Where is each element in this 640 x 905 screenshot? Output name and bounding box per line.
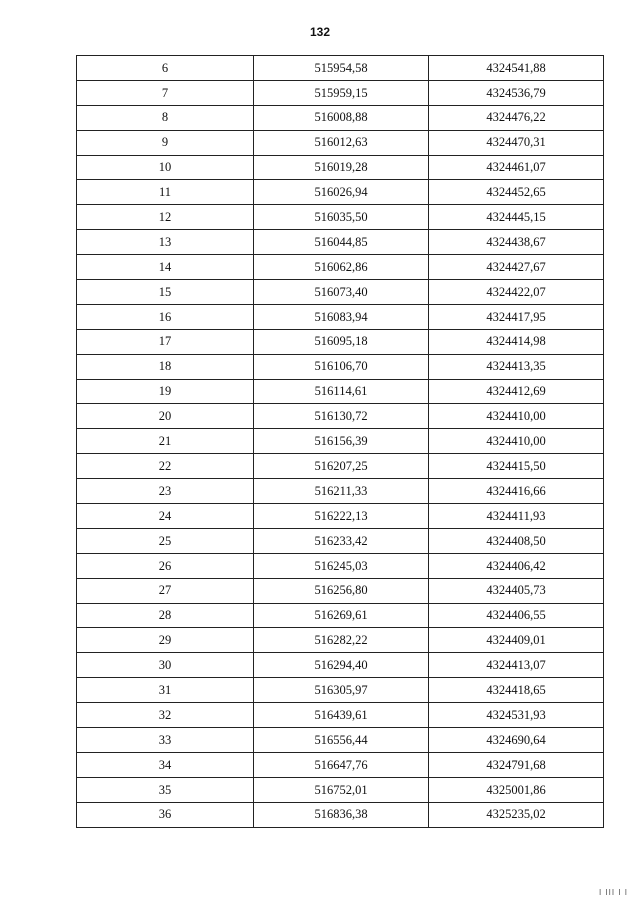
y-coordinate-cell: 4324418,65 [429,678,604,703]
point-number-cell: 32 [77,703,254,728]
y-coordinate-cell: 4324476,22 [429,105,604,130]
point-number-cell: 18 [77,354,254,379]
y-coordinate-cell: 4324536,79 [429,80,604,105]
point-number-cell: 9 [77,130,254,155]
page-number: 132 [309,25,331,39]
y-coordinate-cell: 4324413,07 [429,653,604,678]
point-number-cell: 19 [77,379,254,404]
coordinates-table-body [77,56,604,828]
point-number-cell: 29 [77,628,254,653]
x-coordinate-cell: 516256,80 [254,578,429,603]
x-coordinate-cell: 516073,40 [254,280,429,305]
y-coordinate-cell: 4324408,50 [429,528,604,553]
point-number-cell: 31 [77,678,254,703]
point-number-cell: 22 [77,454,254,479]
y-coordinate-cell: 4324690,64 [429,728,604,753]
y-coordinate-cell: 4324791,68 [429,752,604,777]
x-coordinate-cell: 516130,72 [254,404,429,429]
point-number-cell: 6 [77,56,254,81]
y-coordinate-cell: 4324414,98 [429,329,604,354]
point-number-cell: 25 [77,528,254,553]
table-row [77,678,604,703]
table-row [77,56,604,81]
x-coordinate-cell: 516222,13 [254,504,429,529]
x-coordinate-cell: 516439,61 [254,703,429,728]
y-coordinate-cell: 4324415,50 [429,454,604,479]
table-row [77,329,604,354]
x-coordinate-cell: 516752,01 [254,777,429,802]
x-coordinate-cell: 516044,85 [254,230,429,255]
point-number-cell: 13 [77,230,254,255]
point-number-cell: 17 [77,329,254,354]
table-row [77,603,604,628]
x-coordinate-cell: 516647,76 [254,752,429,777]
y-coordinate-cell: 4324417,95 [429,304,604,329]
point-number-cell: 27 [77,578,254,603]
table-row [77,703,604,728]
y-coordinate-cell: 4324405,73 [429,578,604,603]
y-coordinate-cell: 4324410,00 [429,429,604,454]
point-number-cell: 35 [77,777,254,802]
y-coordinate-cell: 4324406,55 [429,603,604,628]
table-row [77,777,604,802]
x-coordinate-cell: 516282,22 [254,628,429,653]
x-coordinate-cell: 516245,03 [254,553,429,578]
point-number-cell: 15 [77,280,254,305]
table-row [77,230,604,255]
point-number-cell: 33 [77,728,254,753]
y-coordinate-cell: 4324413,35 [429,354,604,379]
y-coordinate-cell: 4324531,93 [429,703,604,728]
table-row [77,354,604,379]
point-number-cell: 30 [77,653,254,678]
y-coordinate-cell: 4324438,67 [429,230,604,255]
coordinates-table [76,55,604,828]
point-number-cell: 10 [77,155,254,180]
x-coordinate-cell: 515959,15 [254,80,429,105]
x-coordinate-cell: 516294,40 [254,653,429,678]
table-row [77,130,604,155]
point-number-cell: 11 [77,180,254,205]
y-coordinate-cell: 4324422,07 [429,280,604,305]
x-coordinate-cell: 516095,18 [254,329,429,354]
y-coordinate-cell: 4324461,07 [429,155,604,180]
x-coordinate-cell: 516035,50 [254,205,429,230]
x-coordinate-cell: 516211,33 [254,479,429,504]
point-number-cell: 7 [77,80,254,105]
x-coordinate-cell: 516012,63 [254,130,429,155]
point-number-cell: 12 [77,205,254,230]
x-coordinate-cell: 516019,28 [254,155,429,180]
x-coordinate-cell: 516008,88 [254,105,429,130]
point-number-cell: 21 [77,429,254,454]
table-row [77,379,604,404]
table-row [77,504,604,529]
y-coordinate-cell: 4324410,00 [429,404,604,429]
y-coordinate-cell: 4324409,01 [429,628,604,653]
table-row [77,578,604,603]
x-coordinate-cell: 516305,97 [254,678,429,703]
x-coordinate-cell: 516156,39 [254,429,429,454]
point-number-cell: 8 [77,105,254,130]
point-number-cell: 14 [77,255,254,280]
point-number-cell: 23 [77,479,254,504]
point-number-cell: 20 [77,404,254,429]
table-row [77,180,604,205]
table-row [77,479,604,504]
table-row [77,752,604,777]
point-number-cell: 26 [77,553,254,578]
y-coordinate-cell: 4324470,31 [429,130,604,155]
point-number-cell: 36 [77,802,254,827]
y-coordinate-cell: 4325001,86 [429,777,604,802]
table-row [77,528,604,553]
point-number-cell: 28 [77,603,254,628]
x-coordinate-cell: 516207,25 [254,454,429,479]
y-coordinate-cell: 4324416,66 [429,479,604,504]
x-coordinate-cell: 516062,86 [254,255,429,280]
table-row [77,802,604,827]
table-row [77,304,604,329]
y-coordinate-cell: 4324445,15 [429,205,604,230]
table-row [77,653,604,678]
x-coordinate-cell: 516269,61 [254,603,429,628]
y-coordinate-cell: 4324411,93 [429,504,604,529]
table-row [77,429,604,454]
y-coordinate-cell: 4324452,65 [429,180,604,205]
x-coordinate-cell: 516026,94 [254,180,429,205]
x-coordinate-cell: 516114,61 [254,379,429,404]
y-coordinate-cell: 4324412,69 [429,379,604,404]
table-row [77,454,604,479]
x-coordinate-cell: 516556,44 [254,728,429,753]
table-row [77,80,604,105]
footer-marks: I III I I [598,888,628,897]
y-coordinate-cell: 4324427,67 [429,255,604,280]
table-row [77,155,604,180]
y-coordinate-cell: 4325235,02 [429,802,604,827]
table-row [77,553,604,578]
table-row [77,628,604,653]
x-coordinate-cell: 516836,38 [254,802,429,827]
x-coordinate-cell: 516083,94 [254,304,429,329]
x-coordinate-cell: 515954,58 [254,56,429,81]
y-coordinate-cell: 4324406,42 [429,553,604,578]
table-row [77,280,604,305]
x-coordinate-cell: 516233,42 [254,528,429,553]
table-row [77,105,604,130]
point-number-cell: 34 [77,752,254,777]
x-coordinate-cell: 516106,70 [254,354,429,379]
point-number-cell: 24 [77,504,254,529]
table-row [77,205,604,230]
table-row [77,728,604,753]
point-number-cell: 16 [77,304,254,329]
table-row [77,255,604,280]
y-coordinate-cell: 4324541,88 [429,56,604,81]
table-row [77,404,604,429]
